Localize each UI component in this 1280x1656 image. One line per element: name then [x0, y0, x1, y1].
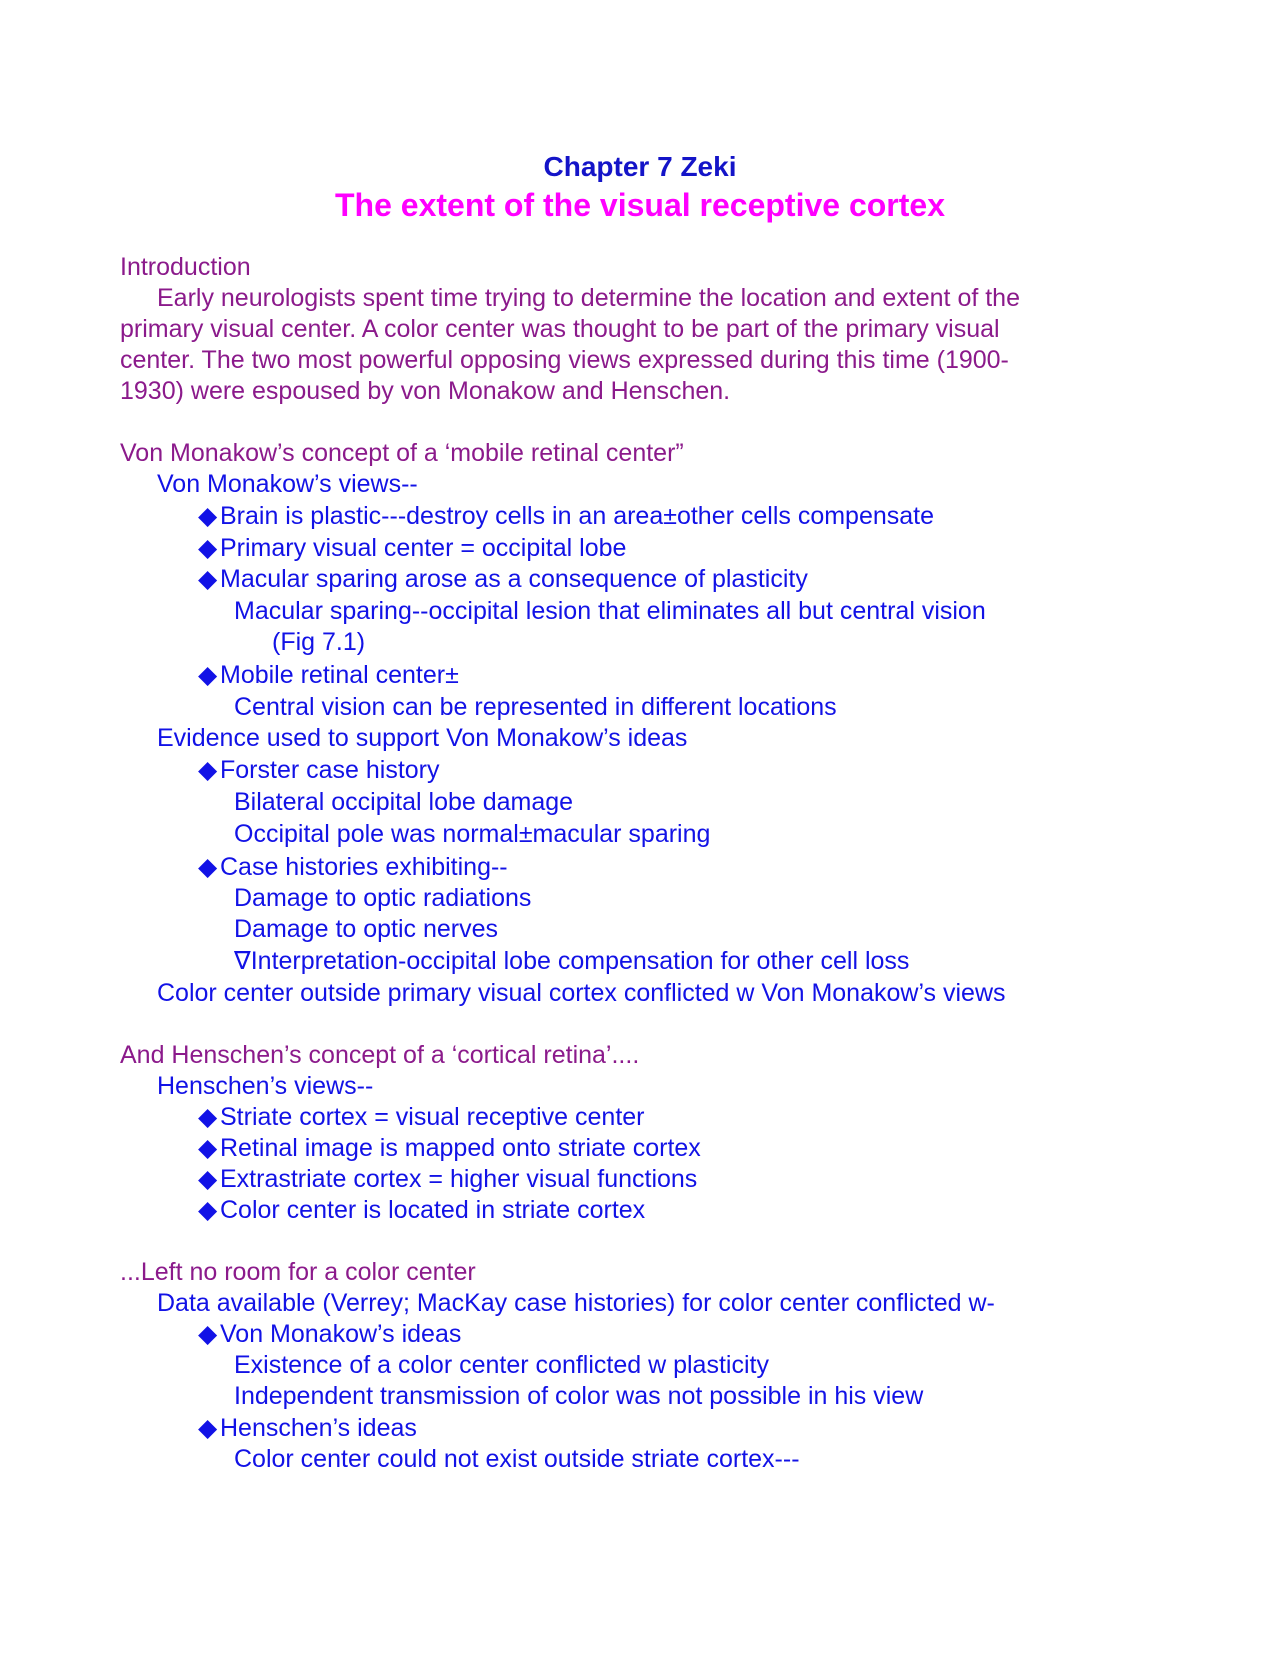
intro-line-2: primary visual center. A color center was thought to be part of the primary visual [120, 315, 1000, 343]
section-heading-henschen: And Henschen’s concept of a ‘cortical retina’.... [120, 1041, 640, 1069]
intro-line-3: center. The two most powerful opposing views expressed during this time (1900- [120, 346, 1009, 374]
diamond-bullet-icon: ◆ [198, 1165, 218, 1193]
list-subitem: Macular sparing--occipital lesion that eliminates all but central vision [234, 597, 986, 625]
list-subitem: Color center could not exist outside striate cortex--- [234, 1445, 800, 1473]
diamond-bullet-icon: ◆ [198, 853, 218, 881]
diamond-bullet-icon: ◆ [198, 534, 218, 562]
list-subitem: Independent transmission of color was not possible in his view [234, 1382, 924, 1410]
list-item: ◆ Macular sparing arose as a consequence of plasticity [198, 565, 808, 593]
list-subitem: Bilateral occipital lobe damage [234, 788, 574, 816]
intro-line-4: 1930) were espoused by von Monakow and Henschen. [120, 377, 731, 405]
list-item: ◆ Forster case history [198, 756, 440, 784]
section-heading-introduction: Introduction [120, 253, 251, 281]
section-heading-monakow: Von Monakow’s concept of a ‘mobile retinal center” [120, 439, 684, 467]
diamond-bullet-icon: ◆ [198, 661, 218, 689]
diamond-bullet-icon: ◆ [198, 1103, 218, 1131]
list-item: ◆ Striate cortex = visual receptive center [198, 1103, 645, 1131]
intro-line-1: Early neurologists spent time trying to determine the location and extent of the [157, 284, 1020, 312]
list-item: ◆ Von Monakow’s ideas [198, 1320, 462, 1348]
section-heading-color-center: ...Left no room for a color center [120, 1258, 476, 1286]
monakow-evidence-label: Evidence used to support Von Monakow’s ideas [157, 724, 688, 752]
list-item: ◆ Henschen’s ideas [198, 1414, 417, 1442]
page-title: The extent of the visual receptive cortex [335, 187, 945, 223]
diamond-bullet-icon: ◆ [198, 565, 218, 593]
diamond-bullet-icon: ◆ [198, 502, 218, 530]
chapter-label: Chapter 7 Zeki [543, 151, 737, 182]
diamond-bullet-icon: ◆ [198, 1196, 218, 1224]
diamond-bullet-icon: ◆ [198, 756, 218, 784]
list-subitem: Central vision can be represented in different locations [234, 693, 837, 721]
diamond-bullet-icon: ◆ [198, 1320, 218, 1348]
list-subitem: Damage to optic nerves [234, 915, 499, 943]
list-subitem: Occipital pole was normal±macular sparing [234, 820, 711, 848]
diamond-bullet-icon: ◆ [198, 1414, 218, 1442]
list-subitem: (Fig 7.1) [272, 628, 366, 656]
list-item: ◆ Color center is located in striate cortex [198, 1196, 646, 1224]
diamond-bullet-icon: ◆ [198, 1134, 218, 1162]
monakow-views-label: Von Monakow’s views-- [157, 470, 418, 498]
list-item: ◆ Mobile retinal center± [198, 661, 459, 689]
list-subitem: Damage to optic radiations [234, 884, 532, 912]
list-item: ◆ Extrastriate cortex = higher visual functions [198, 1165, 698, 1193]
list-item: ◆ Brain is plastic---destroy cells in an area±other cells compensate [198, 502, 935, 530]
list-item: ◆ Retinal image is mapped onto striate cortex [198, 1134, 701, 1162]
list-subitem: Existence of a color center conflicted w plasticity [234, 1351, 769, 1379]
monakow-conflict-line: Color center outside primary visual cortex conflicted w Von Monakow’s views [157, 979, 1006, 1007]
color-data-label: Data available (Verrey; MacKay case histories) for color center conflicted w- [157, 1289, 995, 1317]
list-item: ◆ Primary visual center = occipital lobe [198, 534, 627, 562]
henschen-views-label: Henschen’s views-- [157, 1072, 374, 1100]
list-item: ◆ Case histories exhibiting-- [198, 853, 508, 881]
list-subitem: ∇Interpretation-occipital lobe compensation for other cell loss [234, 947, 910, 975]
